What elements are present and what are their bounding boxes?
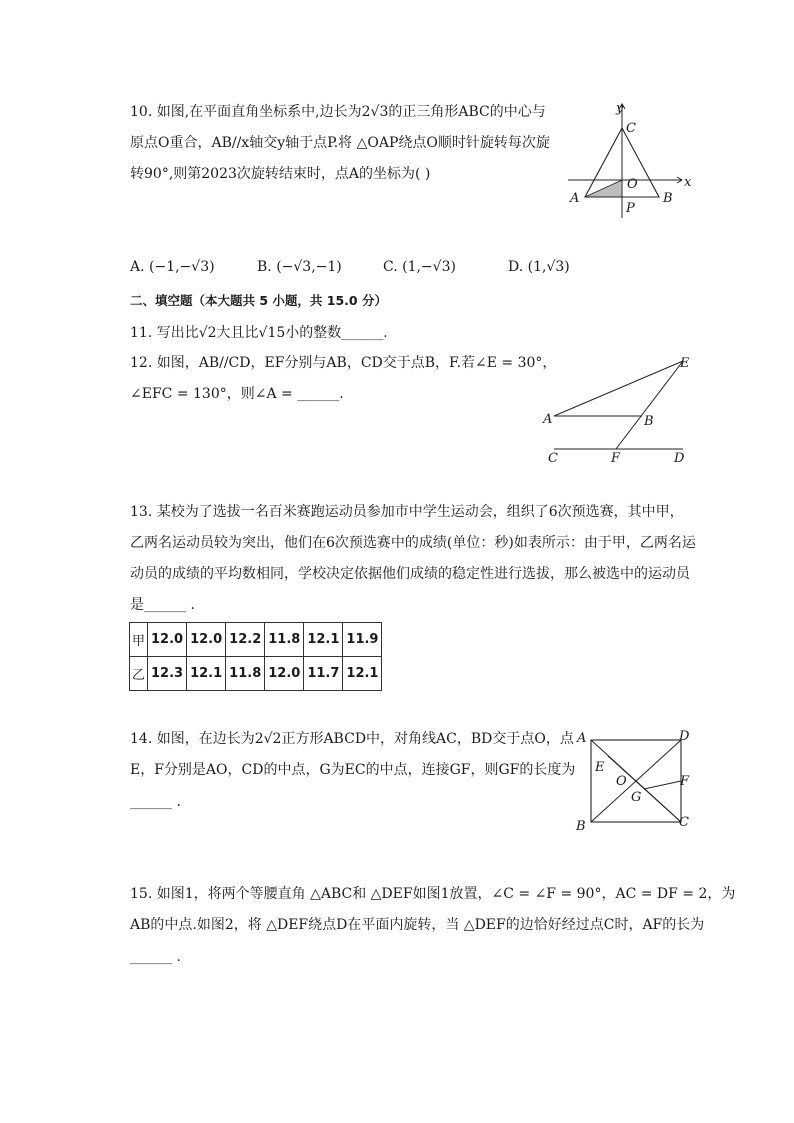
section-2-heading: 二、填空题（本大题共 5 小题，共 15.0 分） <box>130 293 387 308</box>
q10-option-d[interactable]: D. (1,√3) <box>508 259 570 275</box>
q10-line-1: 10. 如图,在平面直角坐标系中,边长为2√3的正三角形ABC的中心与 <box>130 104 546 120</box>
q14-label-f: F <box>680 774 690 789</box>
table-cell: 12.1 <box>304 623 343 657</box>
q10-option-c[interactable]: C. (1,−√3) <box>383 259 456 275</box>
q12-line-ef <box>616 361 683 449</box>
q10-label-p: P <box>626 201 635 216</box>
q10-line-2: 原点O重合，AB//x轴交y轴于点P.将 △OAP绕点O顺时针旋转每次旋 <box>130 135 550 151</box>
q15-line-3: ______ . <box>130 949 181 965</box>
q14-label-g: G <box>631 790 642 805</box>
table-row-name: 乙 <box>130 657 148 691</box>
q14-label-o: O <box>616 774 627 789</box>
q12-line-1: 12. 如图，AB//CD，EF分别与AB，CD交于点B，F.若∠E = 30°， <box>130 355 557 371</box>
q14-line-3: ______ . <box>130 794 181 810</box>
q14-line-1: 14. 如图，在边长为2√2正方形ABCD中，对角线AC，BD交于点O，点 <box>130 731 574 747</box>
q14-label-b: B <box>576 819 586 834</box>
table-cell: 12.0 <box>187 623 226 657</box>
q12-figure <box>540 352 700 467</box>
q12-label-f: F <box>611 451 621 466</box>
q12-label-d: D <box>674 451 685 466</box>
table-cell: 11.7 <box>304 657 343 691</box>
q12-label-b: B <box>644 414 654 429</box>
table-cell: 11.9 <box>343 623 382 657</box>
q14-label-c: C <box>679 815 689 830</box>
q14-line-gf <box>644 781 681 789</box>
table-cell: 12.1 <box>187 657 226 691</box>
q13-line-3: 动员的成绩的平均数相同，学校决定依据他们成绩的稳定性进行选拔，那么被选中的运动员 <box>130 566 690 582</box>
q13-line-2: 乙两名运动员较为突出，他们在6次预选赛中的成绩(单位：秒)如表所示：由于甲，乙两名运 <box>130 535 696 551</box>
q12-line-ae <box>554 361 683 416</box>
q10-label-a: A <box>570 191 580 206</box>
q12-label-e: E <box>680 356 690 371</box>
q10-shaded-triangle-oap <box>585 180 622 197</box>
q11-line: 11. 写出比√2大且比√15小的整数______. <box>130 325 388 341</box>
q14-label-d: D <box>679 729 690 744</box>
q10-label-c: C <box>626 121 636 136</box>
q14-label-a: A <box>577 731 587 746</box>
q14-line-2: E，F分别是AO，CD的中点，G为EC的中点，连接GF，则GF的长度为 <box>130 762 576 778</box>
table-cell: 12.2 <box>226 623 265 657</box>
q10-figure <box>560 100 700 225</box>
q13-score-table <box>129 622 382 691</box>
q10-label-x: x <box>684 175 692 190</box>
q15-line-2: AB的中点.如图2，将 △DEF绕点D在平面内旋转，当 △DEF的边恰好经过点C时，AF的长为 <box>130 917 705 933</box>
q12-label-a: A <box>543 412 553 427</box>
table-cell: 11.8 <box>226 657 265 691</box>
q13-line-4: 是______ . <box>130 597 195 613</box>
q12-line-2: ∠EFC = 130°，则∠A = ______. <box>130 386 344 402</box>
table-cell: 12.0 <box>148 623 187 657</box>
q14-figure <box>570 726 700 836</box>
q15-line-1: 15. 如图1，将两个等腰直角 △ABC和 △DEF如图1放置，∠C = ∠F = 90°，AC = DF = 2，为 <box>130 886 736 902</box>
q10-line-3: 转90°,则第2023次旋转结束时，点A的坐标为( ) <box>130 166 431 182</box>
table-cell: 12.3 <box>148 657 187 691</box>
table-cell: 12.1 <box>343 657 382 691</box>
q10-option-b[interactable]: B. (−√3,−1) <box>257 259 342 275</box>
q12-label-c: C <box>548 451 558 466</box>
q14-label-e: E <box>595 760 605 775</box>
q10-label-o: O <box>627 177 638 192</box>
q13-line-1: 13. 某校为了选拔一名百米赛跑运动员参加市中学生运动会，组织了6次预选赛，其中甲， <box>130 504 684 520</box>
table-row-name: 甲 <box>130 623 148 657</box>
table-row <box>130 657 382 691</box>
q10-label-b: B <box>663 191 673 206</box>
q10-label-y: y <box>616 101 624 116</box>
table-row <box>130 623 382 657</box>
q10-option-a[interactable]: A. (−1,−√3) <box>130 259 215 275</box>
table-cell: 12.0 <box>265 657 304 691</box>
table-cell: 11.8 <box>265 623 304 657</box>
